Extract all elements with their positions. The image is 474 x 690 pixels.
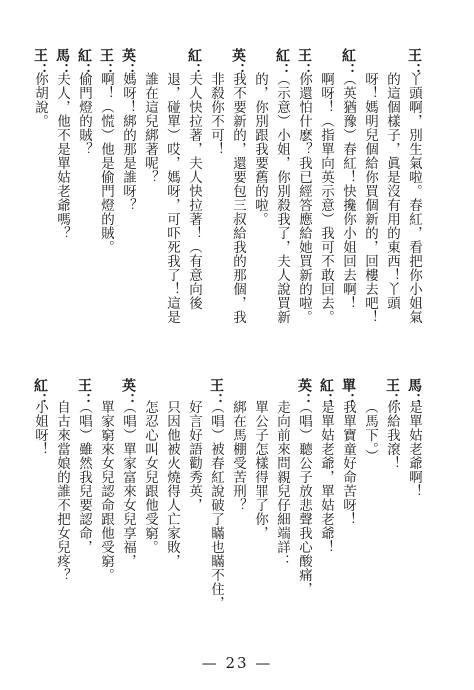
speaker-label: 紅： bbox=[186, 48, 202, 78]
speaker-label: 王： bbox=[32, 48, 48, 78]
dialogue-line: 媽呀！綁的那是誰呀？ bbox=[120, 72, 136, 212]
dialogue-line: 好言好語勸秀英， bbox=[186, 400, 202, 512]
speaker-label: 紅： bbox=[76, 48, 92, 78]
speaker-label: 紅： bbox=[340, 48, 356, 78]
dialogue-line: （英猶豫）春紅！快攙你小姐回去啊！ bbox=[340, 72, 356, 310]
dialogue-column bbox=[252, 0, 268, 690]
dialogue-line: 單家窮來女兒認命跟他受窮。 bbox=[98, 400, 114, 582]
speaker-label: 紅： bbox=[32, 378, 48, 408]
dialogue-line: 丫頭啊，別生氣啦。春紅，看把你小姐氣 bbox=[406, 72, 422, 324]
dialogue-column bbox=[230, 0, 246, 690]
dialogue-column bbox=[340, 0, 356, 690]
dialogue-line: 是單姑老爺啊！ bbox=[406, 400, 422, 498]
dialogue-line: （唱）雖然我兒要認命， bbox=[76, 400, 92, 554]
dialogue-line: 的這個樣子，眞是沒有用的東西！丫頭 bbox=[384, 72, 400, 310]
dialogue-line: 我單寶童好命苦呀！ bbox=[340, 400, 356, 526]
speaker-label: 王： bbox=[296, 48, 312, 78]
dialogue-column bbox=[406, 0, 422, 690]
speaker-label: 王： bbox=[406, 48, 422, 78]
dialogue-line: 啊！（慌）他是偷門燈的賊。 bbox=[98, 72, 114, 254]
dialogue-line: （馬下。） bbox=[362, 400, 378, 464]
dialogue-line: 非殺你不可！ bbox=[208, 72, 224, 156]
dialogue-column bbox=[208, 0, 224, 690]
dialogue-line: （示意）小姐，你別殺我了，夫人說買新 bbox=[274, 72, 290, 324]
speaker-label: 英： bbox=[296, 378, 312, 408]
dialogue-line: 誰在這兒綁著呢？ bbox=[142, 72, 158, 184]
dialogue-column bbox=[76, 0, 92, 690]
dialogue-line: 你給我滾！ bbox=[384, 400, 400, 470]
dialogue-column bbox=[98, 0, 114, 690]
speaker-label: 英： bbox=[120, 378, 136, 408]
dialogue-line: 自古來當娘的誰不把女兒疼？ bbox=[54, 400, 70, 582]
dialogue-line: 你還怕什麽？我已經答應給她買新的啦。 bbox=[296, 72, 312, 324]
dialogue-column bbox=[384, 0, 400, 690]
speaker-label: 王： bbox=[384, 378, 400, 408]
speaker-label: 英： bbox=[120, 48, 136, 78]
dialogue-column bbox=[186, 0, 202, 690]
dialogue-line: 呀！媽明兒個給你買個新的，回樓去吧！ bbox=[362, 72, 378, 324]
dialogue-line: 單公子怎樣得罪了你， bbox=[252, 400, 268, 540]
speaker-label: 王： bbox=[76, 378, 92, 408]
dialogue-column bbox=[120, 0, 136, 690]
dialogue-line: 怎忍心叫女兒跟他受窮。 bbox=[142, 400, 158, 554]
dialogue-line: 夫人快拉著，夫人快拉著！（有意向後 bbox=[186, 72, 202, 310]
dialogue-line: 小姐呀！ bbox=[32, 400, 48, 456]
dialogue-column bbox=[318, 0, 334, 690]
dialogue-line: （唱）單家富來女兒享福， bbox=[120, 400, 136, 568]
dialogue-line: 是單姑老爺，單姑老爺！ bbox=[318, 400, 334, 554]
speaker-label: 馬： bbox=[54, 48, 70, 78]
dialogue-line: 的，你別跟我要舊的啦。 bbox=[252, 72, 268, 226]
dialogue-column bbox=[296, 0, 312, 690]
dialogue-column bbox=[32, 0, 48, 690]
dialogue-line: 夫人，他不是單姑老爺嗎？ bbox=[54, 72, 70, 240]
speaker-label: 單： bbox=[340, 378, 356, 408]
speaker-label: 英： bbox=[230, 48, 246, 78]
dialogue-line: 偷門燈的賊？ bbox=[76, 72, 92, 156]
dialogue-line: 綁在馬棚受苦刑？ bbox=[230, 400, 246, 512]
dialogue-line: （唱）被春紅說破了瞞也瞞不住， bbox=[208, 400, 224, 610]
dialogue-line: （唱）聽公子放悲聲我心酸痛， bbox=[296, 400, 312, 596]
page-number: — 23 — bbox=[201, 654, 273, 672]
speaker-label: 王： bbox=[208, 378, 224, 408]
dialogue-column bbox=[362, 0, 378, 690]
dialogue-column bbox=[54, 0, 70, 690]
dialogue-line: 只因他被火燒得人亡家敗， bbox=[164, 400, 180, 568]
dialogue-line: 我不要新的，還要包三叔給我的那個，我 bbox=[230, 72, 246, 324]
dialogue-column bbox=[164, 0, 180, 690]
speaker-label: 馬： bbox=[406, 378, 422, 408]
speaker-label: 紅： bbox=[318, 378, 334, 408]
dialogue-column bbox=[142, 0, 158, 690]
speaker-label: 王： bbox=[98, 48, 114, 78]
dialogue-line: 退，碰單）哎，媽呀，可吓死我了！這是 bbox=[164, 72, 180, 324]
dialogue-column bbox=[274, 0, 290, 690]
dialogue-line: 你胡說。 bbox=[32, 72, 48, 128]
dialogue-line: 啊呀！（指單向英示意）我可不敢回去。 bbox=[318, 72, 334, 324]
speaker-label: 紅： bbox=[274, 48, 290, 78]
dialogue-line: 走向前來問親兒仔細端詳： bbox=[274, 400, 290, 568]
